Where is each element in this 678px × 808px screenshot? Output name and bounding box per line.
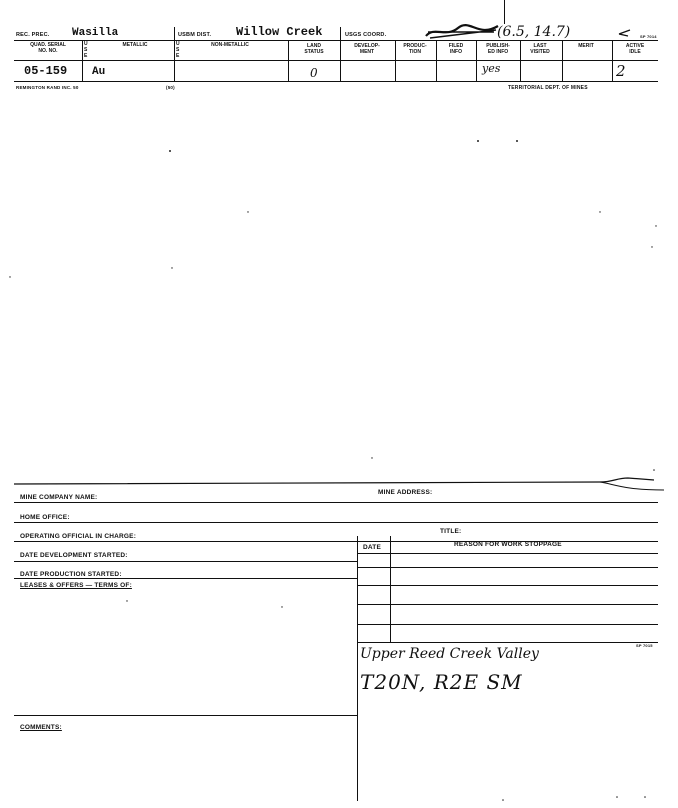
- col-use-nonmetallic: U S E: [176, 41, 180, 59]
- note-township: T20N, R2E SM: [360, 670, 523, 694]
- comments-label: COMMENTS:: [20, 724, 62, 731]
- col-metallic: METALLIC: [122, 42, 148, 48]
- date-production-label: DATE PRODUCTION STARTED:: [20, 571, 122, 578]
- usgs-coord-value: (6.5, 14.7): [497, 24, 571, 40]
- leases-label: LEASES & OFFERS — TERMS OF:: [20, 582, 132, 589]
- form-code-top: SP 7014: [640, 34, 657, 39]
- home-office-label: HOME OFFICE:: [20, 514, 70, 521]
- col-last-visited: LAST VISITED: [530, 43, 550, 55]
- usgs-coord-label: USGS COORD.: [345, 32, 387, 38]
- col-quad-serial: QUAD. SERIAL NO. NO.: [30, 42, 66, 54]
- col-production: PRODUC- TION: [403, 43, 427, 55]
- form-code-bottom: SP 7015: [636, 643, 653, 648]
- agency-name: TERRITORIAL DEPT. OF MINES: [508, 85, 588, 91]
- rec-prec-label: REC. PREC.: [16, 32, 50, 38]
- metallic-value: Au: [92, 66, 106, 78]
- published-info-value: yes: [482, 62, 501, 75]
- usbm-dist-label: USBM DIST.: [178, 32, 212, 38]
- note-location: Upper Reed Creek Valley: [360, 646, 539, 662]
- col-land-status: LAND STATUS: [304, 43, 324, 55]
- mine-company-name-label: MINE COMPANY NAME:: [20, 494, 98, 501]
- title-label: TITLE:: [440, 528, 462, 535]
- col-filed-info: FILED INFO: [448, 43, 464, 55]
- stoppage-date-header: DATE: [363, 544, 382, 551]
- date-development-label: DATE DEVELOPMENT STARTED:: [20, 552, 128, 559]
- stoppage-reason-header: REASON FOR WORK STOPPAGE: [454, 541, 562, 548]
- land-status-value: 0: [310, 66, 318, 80]
- col-non-metallic: NON-METALLIC: [211, 42, 249, 48]
- rec-prec-value: Wasilla: [72, 27, 119, 39]
- col-published-info: PUBLISH- ED INFO: [486, 43, 510, 55]
- col-merit: MERIT: [578, 43, 594, 49]
- serial-value: 05-159: [24, 64, 68, 78]
- mine-address-label: MINE ADDRESS:: [378, 489, 433, 496]
- printer-imprint: REMINGTON RAND INC. 50: [16, 85, 79, 90]
- usbm-dist-value: Willow Creek: [236, 25, 323, 39]
- col-active-idle: ACTIVE IDLE: [625, 43, 645, 55]
- operating-official-label: OPERATING OFFICIAL IN CHARGE:: [20, 533, 137, 540]
- active-idle-value: 2: [616, 62, 626, 80]
- printer-code: (50): [166, 85, 175, 90]
- col-development: DEVELOP- MENT: [354, 43, 380, 55]
- col-use-metallic: U S E: [84, 41, 88, 59]
